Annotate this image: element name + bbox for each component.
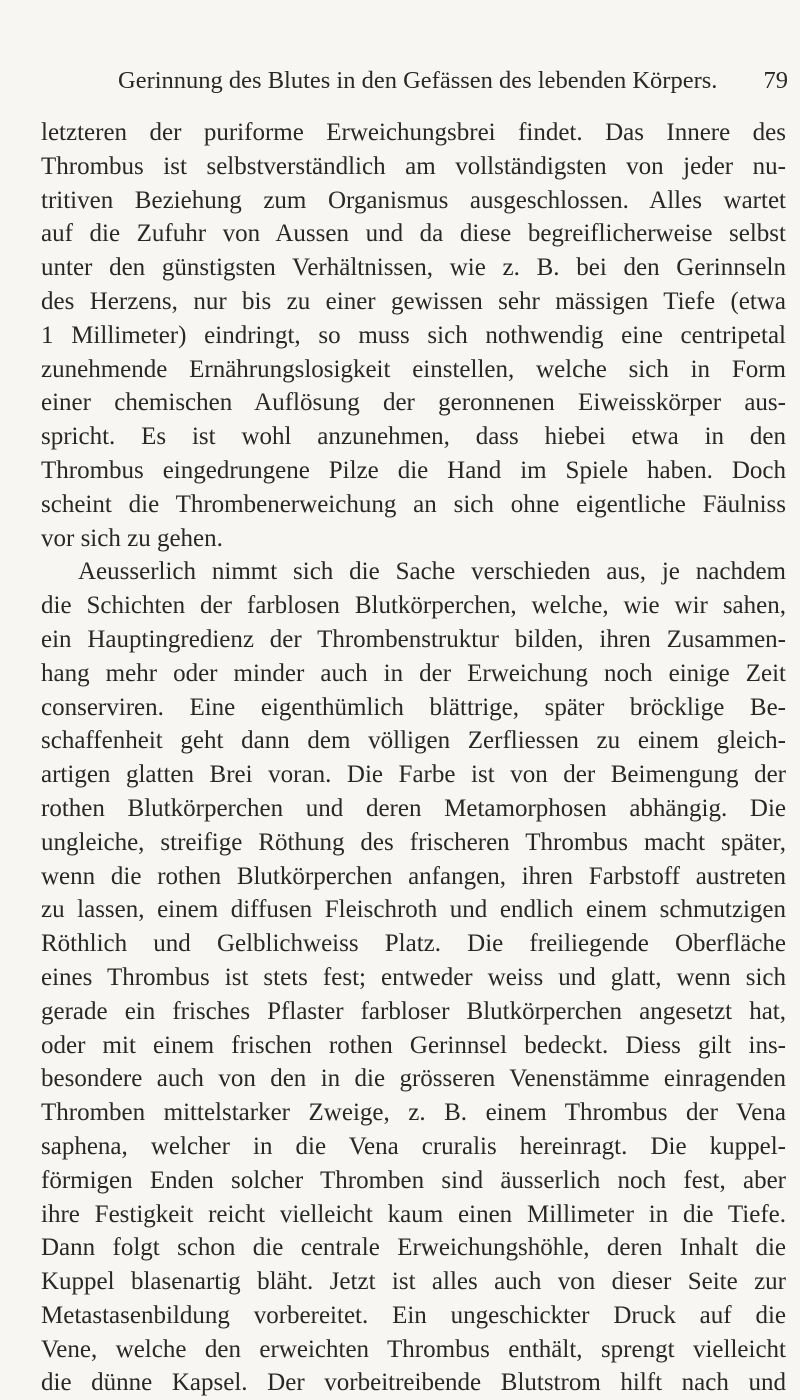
text-line: Thrombus ist selbstverständlich am vollständigsten von jeder nu-: [41, 152, 786, 180]
text-line: Thrombus eingedrungene Pilze die Hand im Spiele haben. Doch: [41, 456, 786, 484]
text-line: zu lassen, einem diffusen Fleischroth und endlich einem schmutzigen: [41, 896, 786, 924]
text-line: besondere auch von den in die grösseren Venenstämme einragenden: [41, 1065, 786, 1093]
text-line: ein Hauptingredienz der Thrombenstruktur bilden, ihren Zusammen-: [41, 625, 786, 653]
text-line: die Schichten der farblosen Blutkörperchen, welche, wie wir sahen,: [41, 592, 786, 620]
text-line: letzteren der puriforme Erweichungsbrei findet. Das Innere des: [41, 119, 786, 146]
text-line: gerade ein frisches Pflaster farbloser Blutkörperchen angesetzt hat,: [41, 997, 786, 1025]
text-line: vor sich zu gehen.: [41, 524, 223, 552]
text-line: conserviren. Eine eigenthümlich blättrige, später bröcklige Be-: [41, 693, 786, 721]
running-head: [118, 66, 788, 96]
text-line: spricht. Es ist wohl anzunehmen, dass hiebei etwa in den: [41, 423, 786, 451]
text-line: artigen glatten Brei voran. Die Farbe ist von der Beimengung der: [41, 761, 786, 789]
text-line: saphena, welcher in die Vena cruralis hereinragt. Die kuppel-: [41, 1132, 786, 1160]
text-line: schaffenheit geht dann dem völligen Zerfliessen zu einem gleich-: [41, 727, 786, 755]
text-line: ungleiche, streifige Röthung des frischeren Thrombus macht später,: [41, 828, 786, 856]
text-line: scheint die Thrombenerweichung an sich ohne eigentliche Fäulniss: [41, 490, 786, 518]
running-title: Gerinnung des Blutes in den Gefässen des lebenden Körpers.: [118, 67, 718, 94]
text-line: ihre Festigkeit reicht vielleicht kaum einen Millimeter in die Tiefe.: [41, 1200, 786, 1228]
text-line: 1 Millimeter) eindringt, so muss sich nothwendig eine centripetal: [41, 321, 786, 349]
text-line: förmigen Enden solcher Thromben sind äusserlich noch fest, aber: [41, 1166, 786, 1194]
text-line: des Herzens, nur bis zu einer gewissen sehr mässigen Tiefe (etwa: [41, 287, 786, 315]
text-line: Metastasenbildung vorbereitet. Ein ungeschickter Druck auf die: [41, 1301, 786, 1329]
paragraph-start-line: Aeusserlich nimmt sich die Sache verschieden aus, je nachdem: [78, 558, 786, 586]
text-line: zunehmende Ernährungslosigkeit einstellen, welche sich in Form: [41, 355, 786, 383]
text-line: Thromben mittelstarker Zweige, z. B. einem Thrombus der Vena: [41, 1099, 786, 1127]
body-text: [41, 116, 786, 1400]
text-line: die dünne Kapsel. Der vorbeitreibende Blutstrom hilft nach und: [41, 1369, 786, 1397]
text-line: wenn die rothen Blutkörperchen anfangen, ihren Farbstoff austreten: [41, 862, 786, 890]
text-line: auf die Zufuhr von Aussen und da diese begreiflicherweise selbst: [41, 220, 786, 248]
text-line: eines Thrombus ist stets fest; entweder weiss und glatt, wenn sich: [41, 963, 786, 991]
text-line: hang mehr oder minder auch in der Erweichung noch einige Zeit: [41, 659, 786, 687]
page-number: 79: [763, 67, 788, 94]
text-line: Kuppel blasenartig bläht. Jetzt ist alles auch von dieser Seite zur: [41, 1268, 786, 1296]
text-line: Dann folgt schon die centrale Erweichungshöhle, deren Inhalt die: [41, 1234, 786, 1262]
text-line: unter den günstigsten Verhältnissen, wie z. B. bei den Gerinnseln: [41, 254, 786, 282]
text-line: tritiven Beziehung zum Organismus ausgeschlossen. Alles wartet: [41, 186, 786, 214]
text-line: rothen Blutkörperchen und deren Metamorphosen abhängig. Die: [41, 794, 786, 822]
text-line: Röthlich und Gelblichweiss Platz. Die freiliegende Oberfläche: [41, 930, 786, 958]
text-line: Vene, welche den erweichten Thrombus enthält, sprengt vielleicht: [41, 1335, 786, 1363]
text-line: oder mit einem frischen rothen Gerinnsel bedeckt. Diess gilt ins-: [41, 1031, 786, 1059]
text-line: einer chemischen Auflösung der geronnenen Eiweisskörper aus-: [41, 389, 786, 417]
